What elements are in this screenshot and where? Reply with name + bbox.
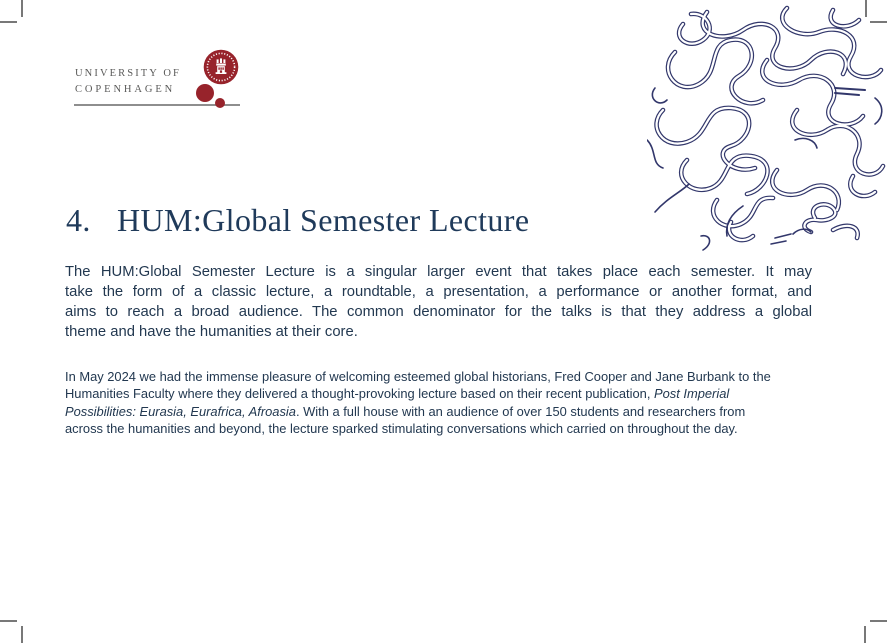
crop-mark (21, 626, 23, 643)
body-line: across the humanities and beyond, the lecture sparked stimulating conversations which carried on throughout the day. (65, 421, 738, 437)
intro-line: theme and have the humanities at their core. (65, 324, 358, 340)
body-line: Possibilities: Eurasia, Eurafrica, Afroasia. With a full house with an audience of over 150 students and researchers from (65, 403, 746, 419)
crop-mark (21, 0, 23, 17)
intro-line: take the form of a classic lecture, a roundtable, a presentation, a performance or another format, and (65, 284, 812, 300)
intro-line: The HUM:Global Semester Lecture is a singular larger event that takes place each semester. It may (65, 264, 812, 280)
logo-text-line1: UNIVERSITY OF (75, 68, 181, 79)
body-line: Humanities Faculty where they delivered a thought-provoking lecture based on their recent publication, Post Imperial (65, 386, 730, 402)
body-line: In May 2024 we had the immense pleasure of welcoming esteemed global historians, Fred Cooper and Jane Burbank to the (65, 369, 771, 384)
section-title: HUM:Global Semester Lecture (117, 202, 530, 238)
body-paragraph (65, 368, 855, 438)
logo-dot-small (215, 98, 225, 108)
logo-dot-large (196, 84, 214, 102)
logo-text-line2: COPENHAGEN (75, 83, 176, 95)
crop-mark (870, 620, 887, 622)
intro-paragraph (65, 262, 812, 342)
abstract-line-art (647, 0, 887, 252)
section-heading (66, 200, 529, 240)
crop-mark (0, 620, 17, 622)
university-logo (75, 60, 245, 115)
intro-line: aims to reach a broad audience. The common denominator for the talks is that they address a global (65, 304, 812, 320)
crop-mark (864, 626, 866, 643)
crop-mark (0, 21, 17, 23)
university-seal-icon (203, 49, 239, 85)
university-wordmark (75, 66, 181, 97)
section-number: 4. (66, 202, 91, 238)
